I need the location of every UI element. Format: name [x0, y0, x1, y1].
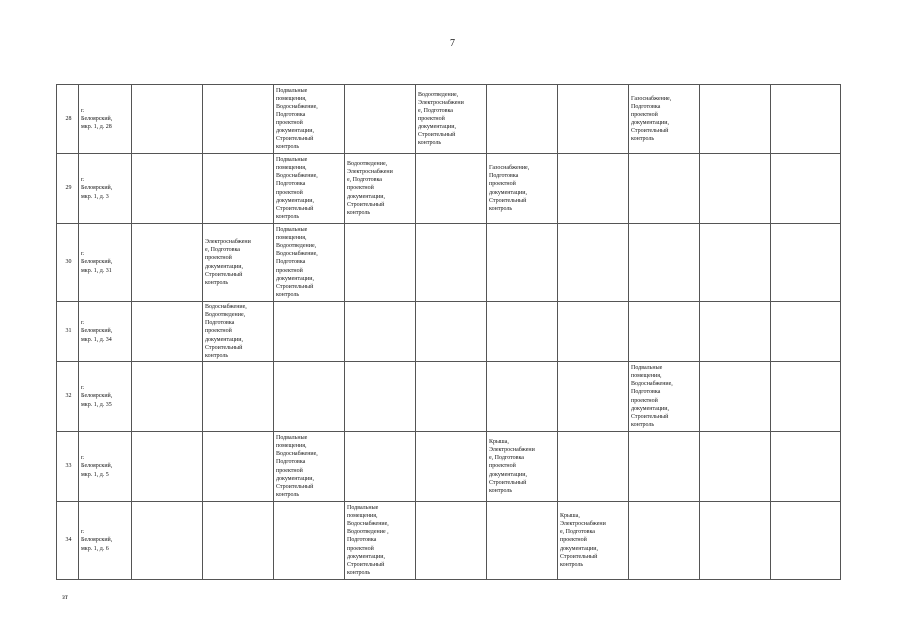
work-cell: [274, 362, 345, 432]
table-row: [57, 302, 841, 362]
work-cell: [416, 432, 487, 502]
work-cell: [416, 302, 487, 362]
work-cell: [345, 432, 416, 502]
work-cell: [700, 302, 771, 362]
schedule-table-body: [57, 85, 841, 580]
work-cell: [345, 302, 416, 362]
work-cell: [416, 362, 487, 432]
page-number: 7: [450, 38, 455, 49]
table-row: [57, 432, 841, 502]
work-cell: Электроснабжени е, Подготовка проектной документации, Строительный контроль: [203, 224, 274, 302]
address-cell: г. Белоярский, мкр. 1, д. 31: [79, 224, 132, 302]
work-cell: [203, 362, 274, 432]
work-cell: [132, 224, 203, 302]
table-row: [57, 154, 841, 224]
row-number-cell: 31: [57, 302, 79, 362]
work-cell: [771, 502, 841, 580]
work-cell: [629, 224, 700, 302]
work-cell: [771, 362, 841, 432]
schedule-table: [56, 84, 841, 580]
address-cell: г. Белоярский, мкр. 1, д. 34: [79, 302, 132, 362]
row-number-cell: 28: [57, 85, 79, 154]
row-number-cell: 33: [57, 432, 79, 502]
work-cell: [203, 502, 274, 580]
work-cell: [771, 302, 841, 362]
work-cell: [771, 85, 841, 154]
work-cell: [558, 154, 629, 224]
address-cell: г. Белоярский, мкр. 1, д. 35: [79, 362, 132, 432]
work-cell: [700, 154, 771, 224]
work-cell: [416, 154, 487, 224]
work-cell: Подвальные помещения, Водоотведение, Водоснабжение, Подготовка проектной документации, Строительный контроль: [274, 224, 345, 302]
work-cell: Подвальные помещения, Водоснабжение, Подготовка проектной документации, Строительный контроль: [274, 154, 345, 224]
work-cell: [203, 432, 274, 502]
work-cell: [274, 502, 345, 580]
work-cell: [700, 85, 771, 154]
work-cell: Крыша, Электроснабжени е, Подготовка проектной документации, Строительный контроль: [558, 502, 629, 580]
table-row: [57, 85, 841, 154]
work-cell: [558, 302, 629, 362]
address-cell: г. Белоярский, мкр. 1, д. 6: [79, 502, 132, 580]
work-cell: [771, 432, 841, 502]
work-cell: [700, 432, 771, 502]
work-cell: [132, 302, 203, 362]
work-cell: [700, 362, 771, 432]
work-cell: [274, 302, 345, 362]
address-cell: г. Белоярский, мкр. 1, д. 28: [79, 85, 132, 154]
table-row: [57, 502, 841, 580]
row-number-cell: 29: [57, 154, 79, 224]
work-cell: [203, 85, 274, 154]
work-cell: [345, 85, 416, 154]
work-cell: [487, 302, 558, 362]
work-cell: [629, 302, 700, 362]
work-cell: [487, 85, 558, 154]
work-cell: [771, 154, 841, 224]
work-cell: [558, 224, 629, 302]
work-cell: [629, 432, 700, 502]
work-cell: Водоотведение, Электроснабжени е, Подготовка проектной документации, Строительный контроль: [345, 154, 416, 224]
work-cell: [345, 224, 416, 302]
work-cell: Водоотведение, Электроснабжени е, Подготовка проектной документации, Строительный контроль: [416, 85, 487, 154]
work-cell: [487, 362, 558, 432]
work-cell: [558, 85, 629, 154]
row-number-cell: 32: [57, 362, 79, 432]
work-cell: [416, 502, 487, 580]
work-cell: [203, 154, 274, 224]
work-cell: [558, 432, 629, 502]
address-cell: г. Белоярский, мкр. 1, д. 3: [79, 154, 132, 224]
work-cell: [132, 432, 203, 502]
work-cell: [345, 362, 416, 432]
table-row: [57, 224, 841, 302]
address-cell: г. Белоярский, мкр. 1, д. 5: [79, 432, 132, 502]
work-cell: [700, 502, 771, 580]
work-cell: [629, 502, 700, 580]
work-cell: [487, 224, 558, 302]
work-cell: Подвальные помещения, Водоснабжение, Подготовка проектной документации, Строительный контроль: [274, 85, 345, 154]
work-cell: [629, 154, 700, 224]
work-cell: Газоснабжение, Подготовка проектной документации, Строительный контроль: [487, 154, 558, 224]
row-number-cell: 34: [57, 502, 79, 580]
work-cell: [132, 154, 203, 224]
work-cell: [487, 502, 558, 580]
work-cell: Газоснабжение, Подготовка проектной документации, Строительный контроль: [629, 85, 700, 154]
work-cell: Подвальные помещения, Водоснабжение, Водоотведение , Подготовка проектной документации, Строительный контроль: [345, 502, 416, 580]
footer-code: зт: [62, 593, 68, 601]
work-cell: [558, 362, 629, 432]
work-cell: Водоснабжение, Водоотведение, Подготовка проектной документации, Строительный контроль: [203, 302, 274, 362]
work-cell: [132, 85, 203, 154]
work-cell: [700, 224, 771, 302]
work-cell: Подвальные помещения, Водоснабжение, Подготовка проектной документации, Строительный контроль: [274, 432, 345, 502]
work-cell: Крыша, Электроснабжени е, Подготовка проектной документации, Строительный контроль: [487, 432, 558, 502]
work-cell: [132, 502, 203, 580]
work-cell: [771, 224, 841, 302]
work-cell: [416, 224, 487, 302]
table-row: [57, 362, 841, 432]
row-number-cell: 30: [57, 224, 79, 302]
work-cell: [132, 362, 203, 432]
work-cell: Подвальные помещения, Водоснабжение, Подготовка проектной документации, Строительный контроль: [629, 362, 700, 432]
